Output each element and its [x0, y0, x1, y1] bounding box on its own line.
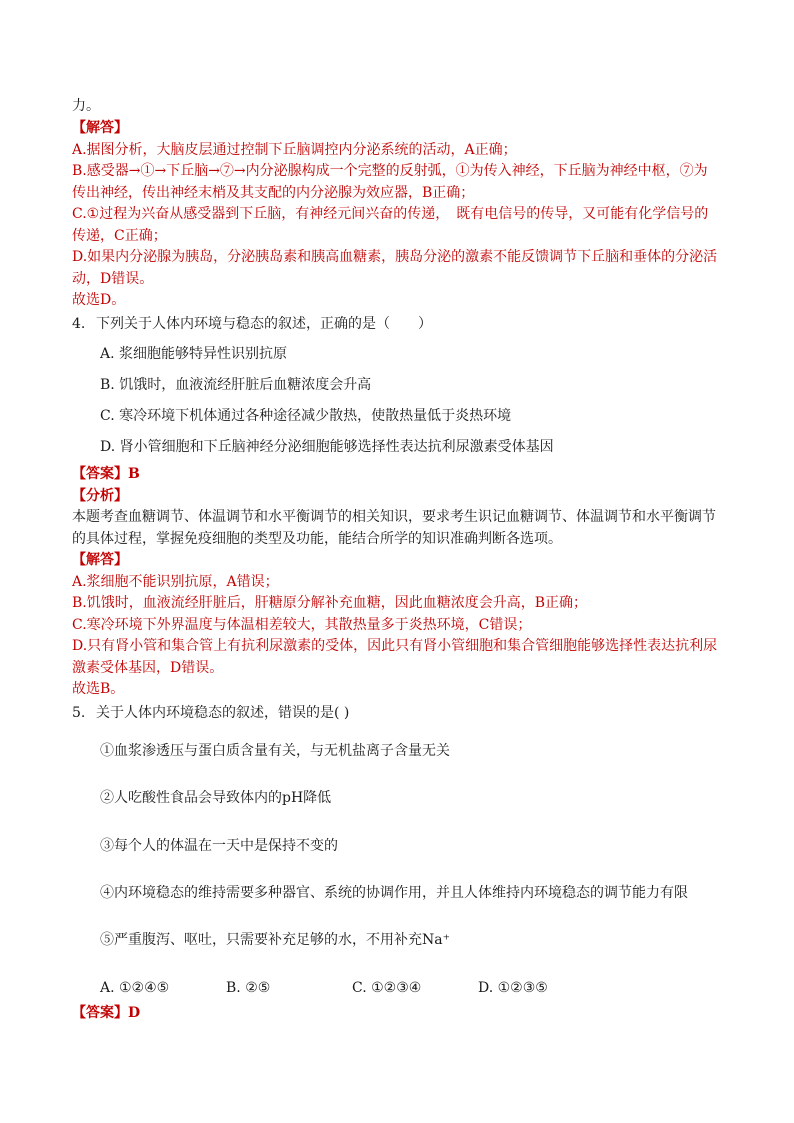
- q5-stem-line: [72, 703, 349, 723]
- q5-option-c: C. ①②③④: [352, 980, 422, 996]
- q4-jiexi-d2: 激素受体基因，D错误。: [72, 660, 224, 676]
- q5-item-3: ③每个人的体温在一天中是保持不变的: [100, 838, 338, 854]
- q4-fenxi-label: 【分析】: [72, 488, 128, 504]
- q5-item-5: ⑤严重腹泻、呕吐，只需要补充足够的水，不用补充Na⁺: [100, 932, 450, 948]
- q5-item-4: ④内环境稳态的维持需要多种器官、系统的协调作用，并且人体维持内环境稳态的调节能力有限: [100, 885, 688, 901]
- q4-option-a: A. 浆细胞能够特异性识别抗原: [100, 346, 288, 362]
- q4-stem-line: [72, 314, 432, 334]
- q4-option-d: D. 肾小管细胞和下丘脑神经分泌细胞能够选择性表达抗利尿激素受体基因: [100, 439, 554, 455]
- q4-jiexi-label: 【解答】: [72, 552, 128, 568]
- q3-jiexi-d1: D.如果内分泌腺为胰岛，分泌胰岛素和胰高血糖素，胰岛分泌的激素不能反馈调节下丘脑和垂体的分泌活: [72, 249, 718, 265]
- q3-jiexi-c1: C.①过程为兴奋从感受器到下丘脑，有神经元间兴奋的传递， 既有电信号的传导，又可能有化学信号的: [72, 206, 709, 222]
- q3-jiexi-b1: B.感受器→①→下丘脑→⑦→内分泌腺构成一个完整的反射弧，①为传入神经，下丘脑为神经中枢，⑦为: [72, 163, 708, 179]
- q3-top-line: 力。: [72, 98, 100, 114]
- q4-number: 4.: [72, 316, 86, 332]
- q4-stem: 下列关于人体内环境与稳态的叙述，正确的是（ ）: [96, 316, 432, 332]
- q3-jiexi-b2: 传出神经，传出神经末梢及其支配的内分泌腺为效应器，B正确；: [72, 185, 475, 201]
- q4-option-b: B. 饥饿时，血液流经肝脏后血糖浓度会升高: [100, 377, 372, 393]
- q5-option-d: D. ①②③⑤: [478, 980, 548, 996]
- q5-answer: 【答案】D: [72, 1005, 141, 1021]
- q5-option-a: A. ①②④⑤: [100, 980, 170, 996]
- q4-jiexi-b: B.饥饿时，血液流经肝脏后，肝糖原分解补充血糖，因此血糖浓度会升高，B正确；: [72, 595, 588, 611]
- q4-option-c: C. 寒冷环境下机体通过各种途径减少散热，使散热量低于炎热环境: [100, 408, 512, 424]
- q4-jiexi-c: C.寒冷环境下外界温度与体温相差较大，其散热量多于炎热环境，C错误；: [72, 617, 532, 633]
- q3-jiexi-a: A.据图分析，大脑皮层通过控制下丘脑调控内分泌系统的活动，A正确；: [72, 142, 517, 158]
- q5-option-b: B. ②⑤: [226, 980, 271, 996]
- q4-answer: 【答案】B: [72, 466, 140, 482]
- q4-jiexi-d1: D.只有肾小管和集合管上有抗利尿激素的受体，因此只有肾小管细胞和集合管细胞能够选择性表达抗利尿: [72, 638, 718, 654]
- q3-final: 故选D。: [72, 292, 126, 308]
- q4-jiexi-a: A.浆细胞不能识别抗原，A错误；: [72, 574, 279, 590]
- q4-fenxi-1: 本题考查血糖调节、体温调节和水平衡调节的相关知识，要求考生识记血糖调节、体温调节和水平衡调节: [72, 509, 716, 525]
- q5-stem: 关于人体内环境稳态的叙述，错误的是( ): [96, 705, 350, 721]
- q4-fenxi-2: 的具体过程，掌握免疫细胞的类型及功能，能结合所学的知识准确判断各选项。: [72, 531, 562, 547]
- q3-jiexi-d2: 动，D错误。: [72, 271, 154, 287]
- q5-item-2: ②人吃酸性食品会导致体内的pH降低: [100, 790, 332, 806]
- q3-jiexi-label: 【解答】: [72, 120, 128, 136]
- q5-number: 5.: [72, 705, 86, 721]
- q4-final: 故选B。: [72, 681, 125, 697]
- q3-jiexi-c2: 传递，C正确；: [72, 228, 167, 244]
- q5-item-1: ①血浆渗透压与蛋白质含量有关，与无机盐离子含量无关: [100, 743, 450, 759]
